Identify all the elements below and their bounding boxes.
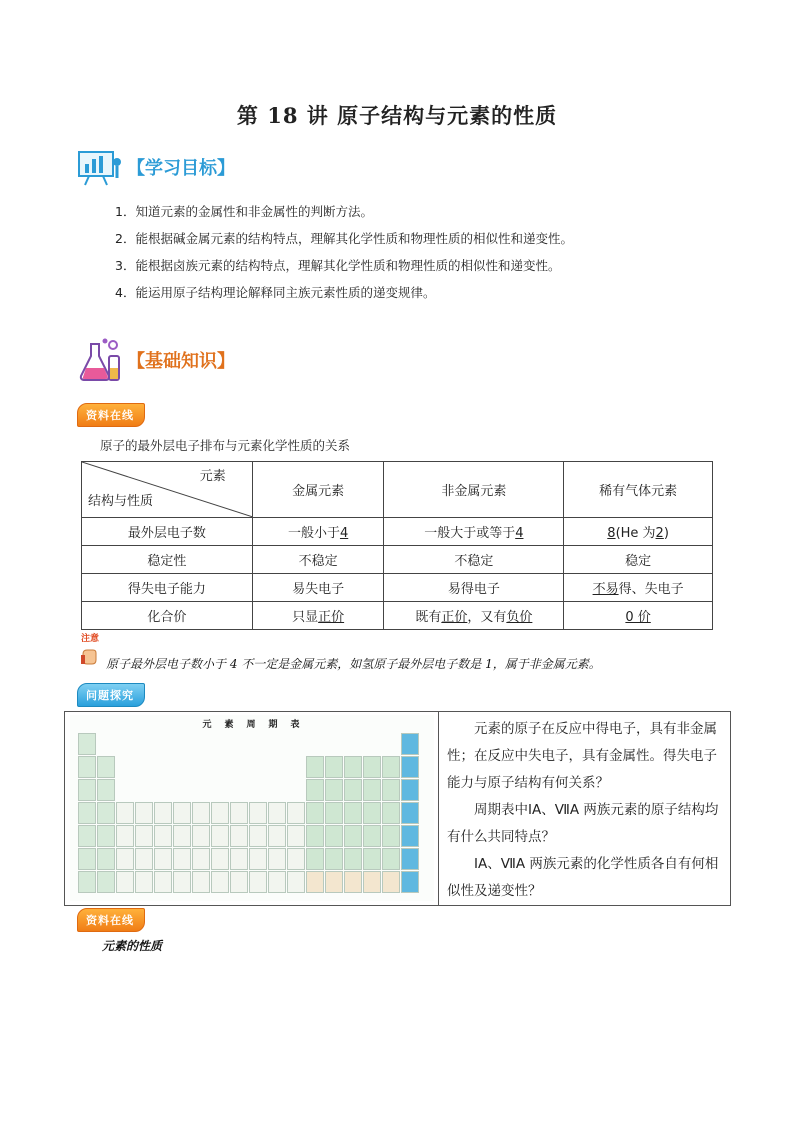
element-cell bbox=[97, 802, 115, 824]
element-cell bbox=[325, 871, 343, 893]
row-label: 得失电子能力 bbox=[82, 574, 253, 602]
element-cell bbox=[135, 848, 153, 870]
goal-item: 4．能运用原子结构理论解释同主族元素性质的递变规律。 bbox=[115, 285, 436, 300]
element-cell bbox=[211, 848, 229, 870]
table-corner-cell bbox=[82, 462, 253, 518]
element-cell bbox=[287, 802, 305, 824]
element-cell bbox=[249, 825, 267, 847]
question-text: ⅠA、ⅦA 两族元素的化学性质各自有何相似性及递变性？ bbox=[447, 856, 719, 899]
element-cell bbox=[287, 825, 305, 847]
element-cell bbox=[116, 825, 134, 847]
table-cell bbox=[252, 602, 384, 630]
element-cell bbox=[306, 756, 324, 778]
properties-table bbox=[81, 461, 713, 630]
element-cell bbox=[116, 871, 134, 893]
element-cell bbox=[230, 871, 248, 893]
cell-underlined: 4 bbox=[515, 526, 524, 541]
element-cell bbox=[78, 871, 96, 893]
element-cell bbox=[325, 802, 343, 824]
element-cell bbox=[154, 825, 172, 847]
cell-underlined: 8 bbox=[607, 526, 616, 541]
cell-underlined: 负价 bbox=[506, 610, 533, 625]
cell-underlined: 不易 bbox=[592, 582, 619, 597]
element-cell bbox=[382, 802, 400, 824]
element-cell bbox=[192, 848, 210, 870]
flask-icon bbox=[75, 336, 123, 384]
element-cell bbox=[306, 871, 324, 893]
table-row bbox=[82, 546, 713, 574]
element-cell bbox=[401, 802, 419, 824]
table-row bbox=[82, 602, 713, 630]
element-cell bbox=[97, 871, 115, 893]
section-subheading: 元素的性质 bbox=[102, 939, 163, 953]
table-cell: 易失电子 bbox=[252, 574, 384, 602]
periodic-table-image bbox=[70, 715, 434, 901]
cell-underlined: 0 价 bbox=[625, 610, 651, 625]
corner-bottom-label: 结构与性质 bbox=[88, 494, 154, 509]
table-row bbox=[82, 518, 713, 546]
element-cell bbox=[306, 779, 324, 801]
element-cell bbox=[211, 825, 229, 847]
element-cell bbox=[325, 779, 343, 801]
basic-knowledge-heading: 【基础知识】 bbox=[127, 351, 235, 372]
element-cell bbox=[363, 756, 381, 778]
cell-underlined: 正价 bbox=[441, 610, 468, 625]
column-header: 稀有气体元素 bbox=[564, 462, 713, 518]
element-cell bbox=[78, 779, 96, 801]
element-cell bbox=[287, 848, 305, 870]
element-cell bbox=[268, 802, 286, 824]
inquiry-questions bbox=[447, 716, 725, 905]
element-cell bbox=[97, 779, 115, 801]
goal-item: 1．知道元素的金属性和非金属性的判断方法。 bbox=[115, 204, 373, 219]
table-cell bbox=[384, 518, 564, 546]
table-cell: 不稳定 bbox=[252, 546, 384, 574]
learning-goals-heading: 【学习目标】 bbox=[127, 158, 235, 179]
table-row bbox=[82, 574, 713, 602]
learning-goals-header bbox=[75, 148, 235, 186]
basic-knowledge-header bbox=[75, 336, 235, 384]
element-cell bbox=[325, 848, 343, 870]
element-cell bbox=[154, 871, 172, 893]
table-cell bbox=[564, 574, 713, 602]
element-cell bbox=[382, 756, 400, 778]
element-cell bbox=[211, 802, 229, 824]
element-cell bbox=[363, 871, 381, 893]
pointing-hand-icon bbox=[79, 644, 101, 666]
element-cell bbox=[344, 779, 362, 801]
goal-item: 3．能根据卤族元素的结构特点，理解其化学性质和物理性质的相似性和递变性。 bbox=[115, 258, 561, 273]
element-cell bbox=[97, 756, 115, 778]
table-cell bbox=[564, 518, 713, 546]
question-text: 元素的原子在反应中得电子，具有非金属性；在反应中失电子，具有金属性。得失电子能力与原子结构有何关系？ bbox=[447, 721, 717, 791]
element-cell bbox=[382, 848, 400, 870]
corner-top-label: 元素 bbox=[199, 469, 226, 484]
element-cell bbox=[173, 871, 191, 893]
element-cell bbox=[230, 802, 248, 824]
column-header: 非金属元素 bbox=[384, 462, 564, 518]
element-cell bbox=[382, 871, 400, 893]
table-cell bbox=[564, 602, 713, 630]
cell-text: 只显 bbox=[292, 610, 319, 625]
inquiry-tag: 问题探究 bbox=[77, 683, 145, 707]
element-cell bbox=[192, 871, 210, 893]
element-cell bbox=[268, 871, 286, 893]
presentation-board-icon bbox=[75, 148, 123, 186]
element-cell bbox=[135, 825, 153, 847]
element-cell bbox=[401, 871, 419, 893]
cell-underlined: 4 bbox=[339, 526, 349, 541]
element-cell bbox=[249, 802, 267, 824]
question-text: 周期表中ⅠA、ⅦA 两族元素的原子结构均有什么共同特点？ bbox=[447, 802, 719, 845]
cell-text: 得、失电子 bbox=[618, 582, 684, 597]
element-cell bbox=[154, 848, 172, 870]
element-cell bbox=[135, 871, 153, 893]
cell-text: 既有 bbox=[415, 610, 442, 625]
note-badge bbox=[77, 631, 103, 670]
element-cell bbox=[382, 825, 400, 847]
table-cell: 不稳定 bbox=[384, 546, 564, 574]
cell-text: ，又有 bbox=[467, 610, 507, 625]
resource-online-tag: 资料在线 bbox=[77, 908, 145, 932]
element-cell bbox=[344, 871, 362, 893]
table-cell: 稳定 bbox=[564, 546, 713, 574]
inquiry-box bbox=[64, 711, 731, 906]
element-cell bbox=[78, 756, 96, 778]
element-cell bbox=[401, 733, 419, 755]
periodic-table-title: 元 素 周 期 表 bbox=[202, 720, 302, 730]
table-cell bbox=[252, 518, 384, 546]
cell-underlined: 2 bbox=[655, 526, 664, 541]
cell-text: 一般大于或等于 bbox=[424, 526, 516, 541]
element-cell bbox=[306, 825, 324, 847]
table-subheading: 原子的最外层电子排布与元素化学性质的关系 bbox=[100, 438, 351, 453]
element-cell bbox=[401, 756, 419, 778]
element-cell bbox=[325, 756, 343, 778]
element-cell bbox=[344, 848, 362, 870]
page-title: 第 18 讲 原子结构与元素的性质 bbox=[236, 103, 558, 128]
element-cell bbox=[78, 825, 96, 847]
element-cell bbox=[78, 733, 96, 755]
element-cell bbox=[401, 848, 419, 870]
row-label: 稳定性 bbox=[82, 546, 253, 574]
element-cell bbox=[230, 848, 248, 870]
element-cell bbox=[173, 802, 191, 824]
row-label: 化合价 bbox=[82, 602, 253, 630]
inquiry-divider bbox=[438, 712, 439, 905]
element-cell bbox=[78, 802, 96, 824]
element-cell bbox=[344, 756, 362, 778]
element-cell bbox=[325, 825, 343, 847]
cell-text: (He 为 bbox=[615, 526, 656, 541]
element-cell bbox=[268, 848, 286, 870]
element-cell bbox=[211, 871, 229, 893]
table-cell: 易得电子 bbox=[384, 574, 564, 602]
element-cell bbox=[192, 825, 210, 847]
element-cell bbox=[78, 848, 96, 870]
element-cell bbox=[268, 825, 286, 847]
element-cell bbox=[344, 802, 362, 824]
element-cell bbox=[135, 802, 153, 824]
element-cell bbox=[230, 825, 248, 847]
note-label: 注意 bbox=[80, 634, 99, 644]
cell-text: 一般小于 bbox=[287, 526, 340, 541]
element-cell bbox=[344, 825, 362, 847]
element-cell bbox=[287, 871, 305, 893]
element-cell bbox=[173, 825, 191, 847]
element-cell bbox=[363, 848, 381, 870]
goal-item: 2．能根据碱金属元素的结构特点，理解其化学性质和物理性质的相似性和递变性。 bbox=[115, 231, 573, 246]
cell-underlined: 正价 bbox=[318, 610, 345, 625]
table-cell bbox=[384, 602, 564, 630]
element-cell bbox=[249, 871, 267, 893]
element-cell bbox=[363, 802, 381, 824]
element-cell bbox=[401, 779, 419, 801]
element-cell bbox=[363, 825, 381, 847]
element-cell bbox=[116, 802, 134, 824]
element-cell bbox=[249, 848, 267, 870]
element-cell bbox=[306, 802, 324, 824]
element-cell bbox=[97, 848, 115, 870]
resource-online-tag: 资料在线 bbox=[77, 403, 145, 427]
element-cell bbox=[401, 825, 419, 847]
element-cell bbox=[97, 825, 115, 847]
note-text: 原子最外层电子数小于 4 不一定是金属元素，如氢原子最外层电子数是 1，属于非金属元素。 bbox=[106, 657, 601, 671]
row-label: 最外层电子数 bbox=[82, 518, 253, 546]
element-cell bbox=[363, 779, 381, 801]
element-cell bbox=[173, 848, 191, 870]
element-cell bbox=[382, 779, 400, 801]
column-header: 金属元素 bbox=[252, 462, 384, 518]
cell-text: ) bbox=[663, 526, 669, 541]
element-cell bbox=[116, 848, 134, 870]
element-cell bbox=[192, 802, 210, 824]
element-cell bbox=[154, 802, 172, 824]
element-cell bbox=[306, 848, 324, 870]
